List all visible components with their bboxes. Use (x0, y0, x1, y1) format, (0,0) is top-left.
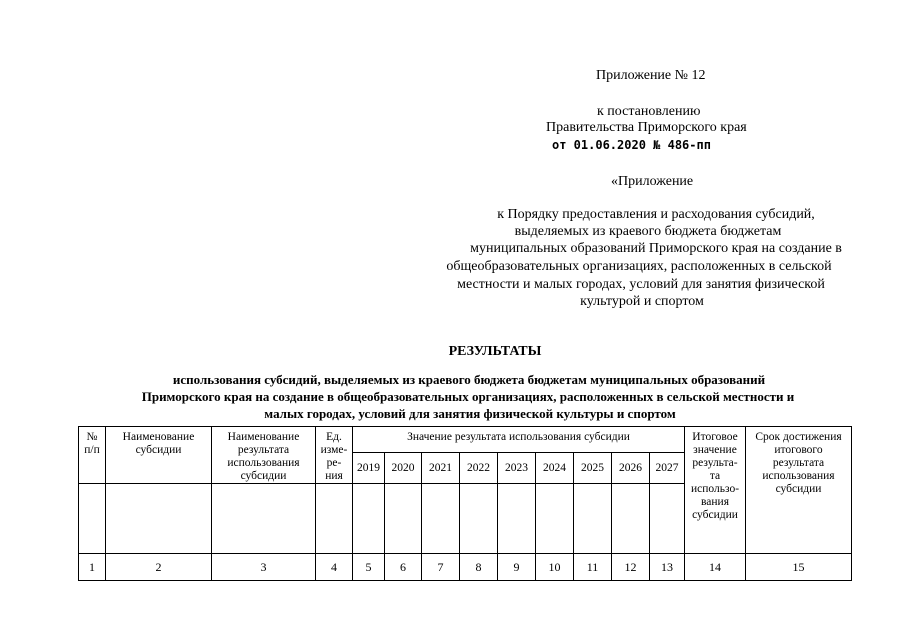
document-title: РЕЗУЛЬТАТЫ (448, 344, 542, 359)
year-cell: 2019 (353, 453, 385, 484)
column-number-cell: 10 (536, 554, 574, 581)
year-cell: 2024 (536, 453, 574, 484)
appendix-number: Приложение № 12 (596, 68, 706, 83)
blank-cell (650, 484, 685, 554)
procedure-line: к Порядку предоставления и расходования субсидий, (497, 207, 815, 222)
header-cell-unit: Ед. изме- ре- ния (316, 427, 353, 484)
column-number-cell: 7 (422, 554, 460, 581)
header-cell-result-name: Наименование результата использования субсидии (212, 427, 316, 484)
blank-cell (353, 484, 385, 554)
year-cell: 2026 (612, 453, 650, 484)
blank-cell (316, 484, 353, 554)
subtitle-line: малых городах, условий для занятия физической культуры и спортом (264, 406, 676, 421)
blank-cell (536, 484, 574, 554)
year-cell: 2021 (422, 453, 460, 484)
column-number-cell: 5 (353, 554, 385, 581)
year-cell: 2022 (460, 453, 498, 484)
blank-cell (106, 484, 212, 554)
procedure-line: выделяемых из краевого бюджета бюджетам (514, 224, 782, 239)
results-table (78, 426, 852, 581)
column-number-cell: 9 (498, 554, 536, 581)
procedure-line: местности и малых городах, условий для занятия физической (457, 277, 825, 292)
government-text: Правительства Приморского края (546, 120, 747, 135)
column-number-cell: 3 (212, 554, 316, 581)
blank-cell (460, 484, 498, 554)
blank-cell (574, 484, 612, 554)
column-number-cell: 11 (574, 554, 612, 581)
column-number-cell: 13 (650, 554, 685, 581)
blank-cell (612, 484, 650, 554)
blank-cell (422, 484, 460, 554)
column-number-cell: 4 (316, 554, 353, 581)
blank-cell (212, 484, 316, 554)
year-cell: 2020 (385, 453, 422, 484)
column-number-cell: 1 (79, 554, 106, 581)
header-cell-deadline: Срок достижения итогового результата использования субсидии (746, 427, 852, 554)
resolution-date-number: от 01.06.2020 № 486-пп (552, 138, 711, 152)
procedure-line: культурой и спортом (580, 294, 704, 309)
blank-cell (385, 484, 422, 554)
procedure-line: муниципальных образований Приморского края на создание в (470, 241, 842, 256)
quoted-appendix-label: «Приложение (611, 174, 694, 189)
to-resolution-text: к постановлению (597, 104, 701, 119)
header-cell-number: № п/п (79, 427, 106, 484)
blank-cell (79, 484, 106, 554)
header-cell-subsidy-name: Наименование субсидии (106, 427, 212, 484)
header-cell-final-value: Итоговое значение результа- та использо- вания субсидии (685, 427, 746, 554)
subtitle-line: Приморского края на создание в общеобразовательных организациях, расположенных в сельской местности и (141, 389, 795, 404)
column-number-cell: 15 (746, 554, 852, 581)
column-number-cell: 6 (385, 554, 422, 581)
blank-cell (498, 484, 536, 554)
column-number-cell: 8 (460, 554, 498, 581)
column-number-cell: 14 (685, 554, 746, 581)
year-cell: 2027 (650, 453, 685, 484)
year-cell: 2025 (574, 453, 612, 484)
header-cell-value-group: Значение результата использования субсидии (353, 427, 685, 453)
subtitle-line: использования субсидий, выделяемых из краевого бюджета бюджетам муниципальных образований (172, 372, 766, 387)
year-cell: 2023 (498, 453, 536, 484)
column-number-cell: 12 (612, 554, 650, 581)
column-number-cell: 2 (106, 554, 212, 581)
procedure-line: общеобразовательных организациях, расположенных в сельской (446, 259, 832, 274)
